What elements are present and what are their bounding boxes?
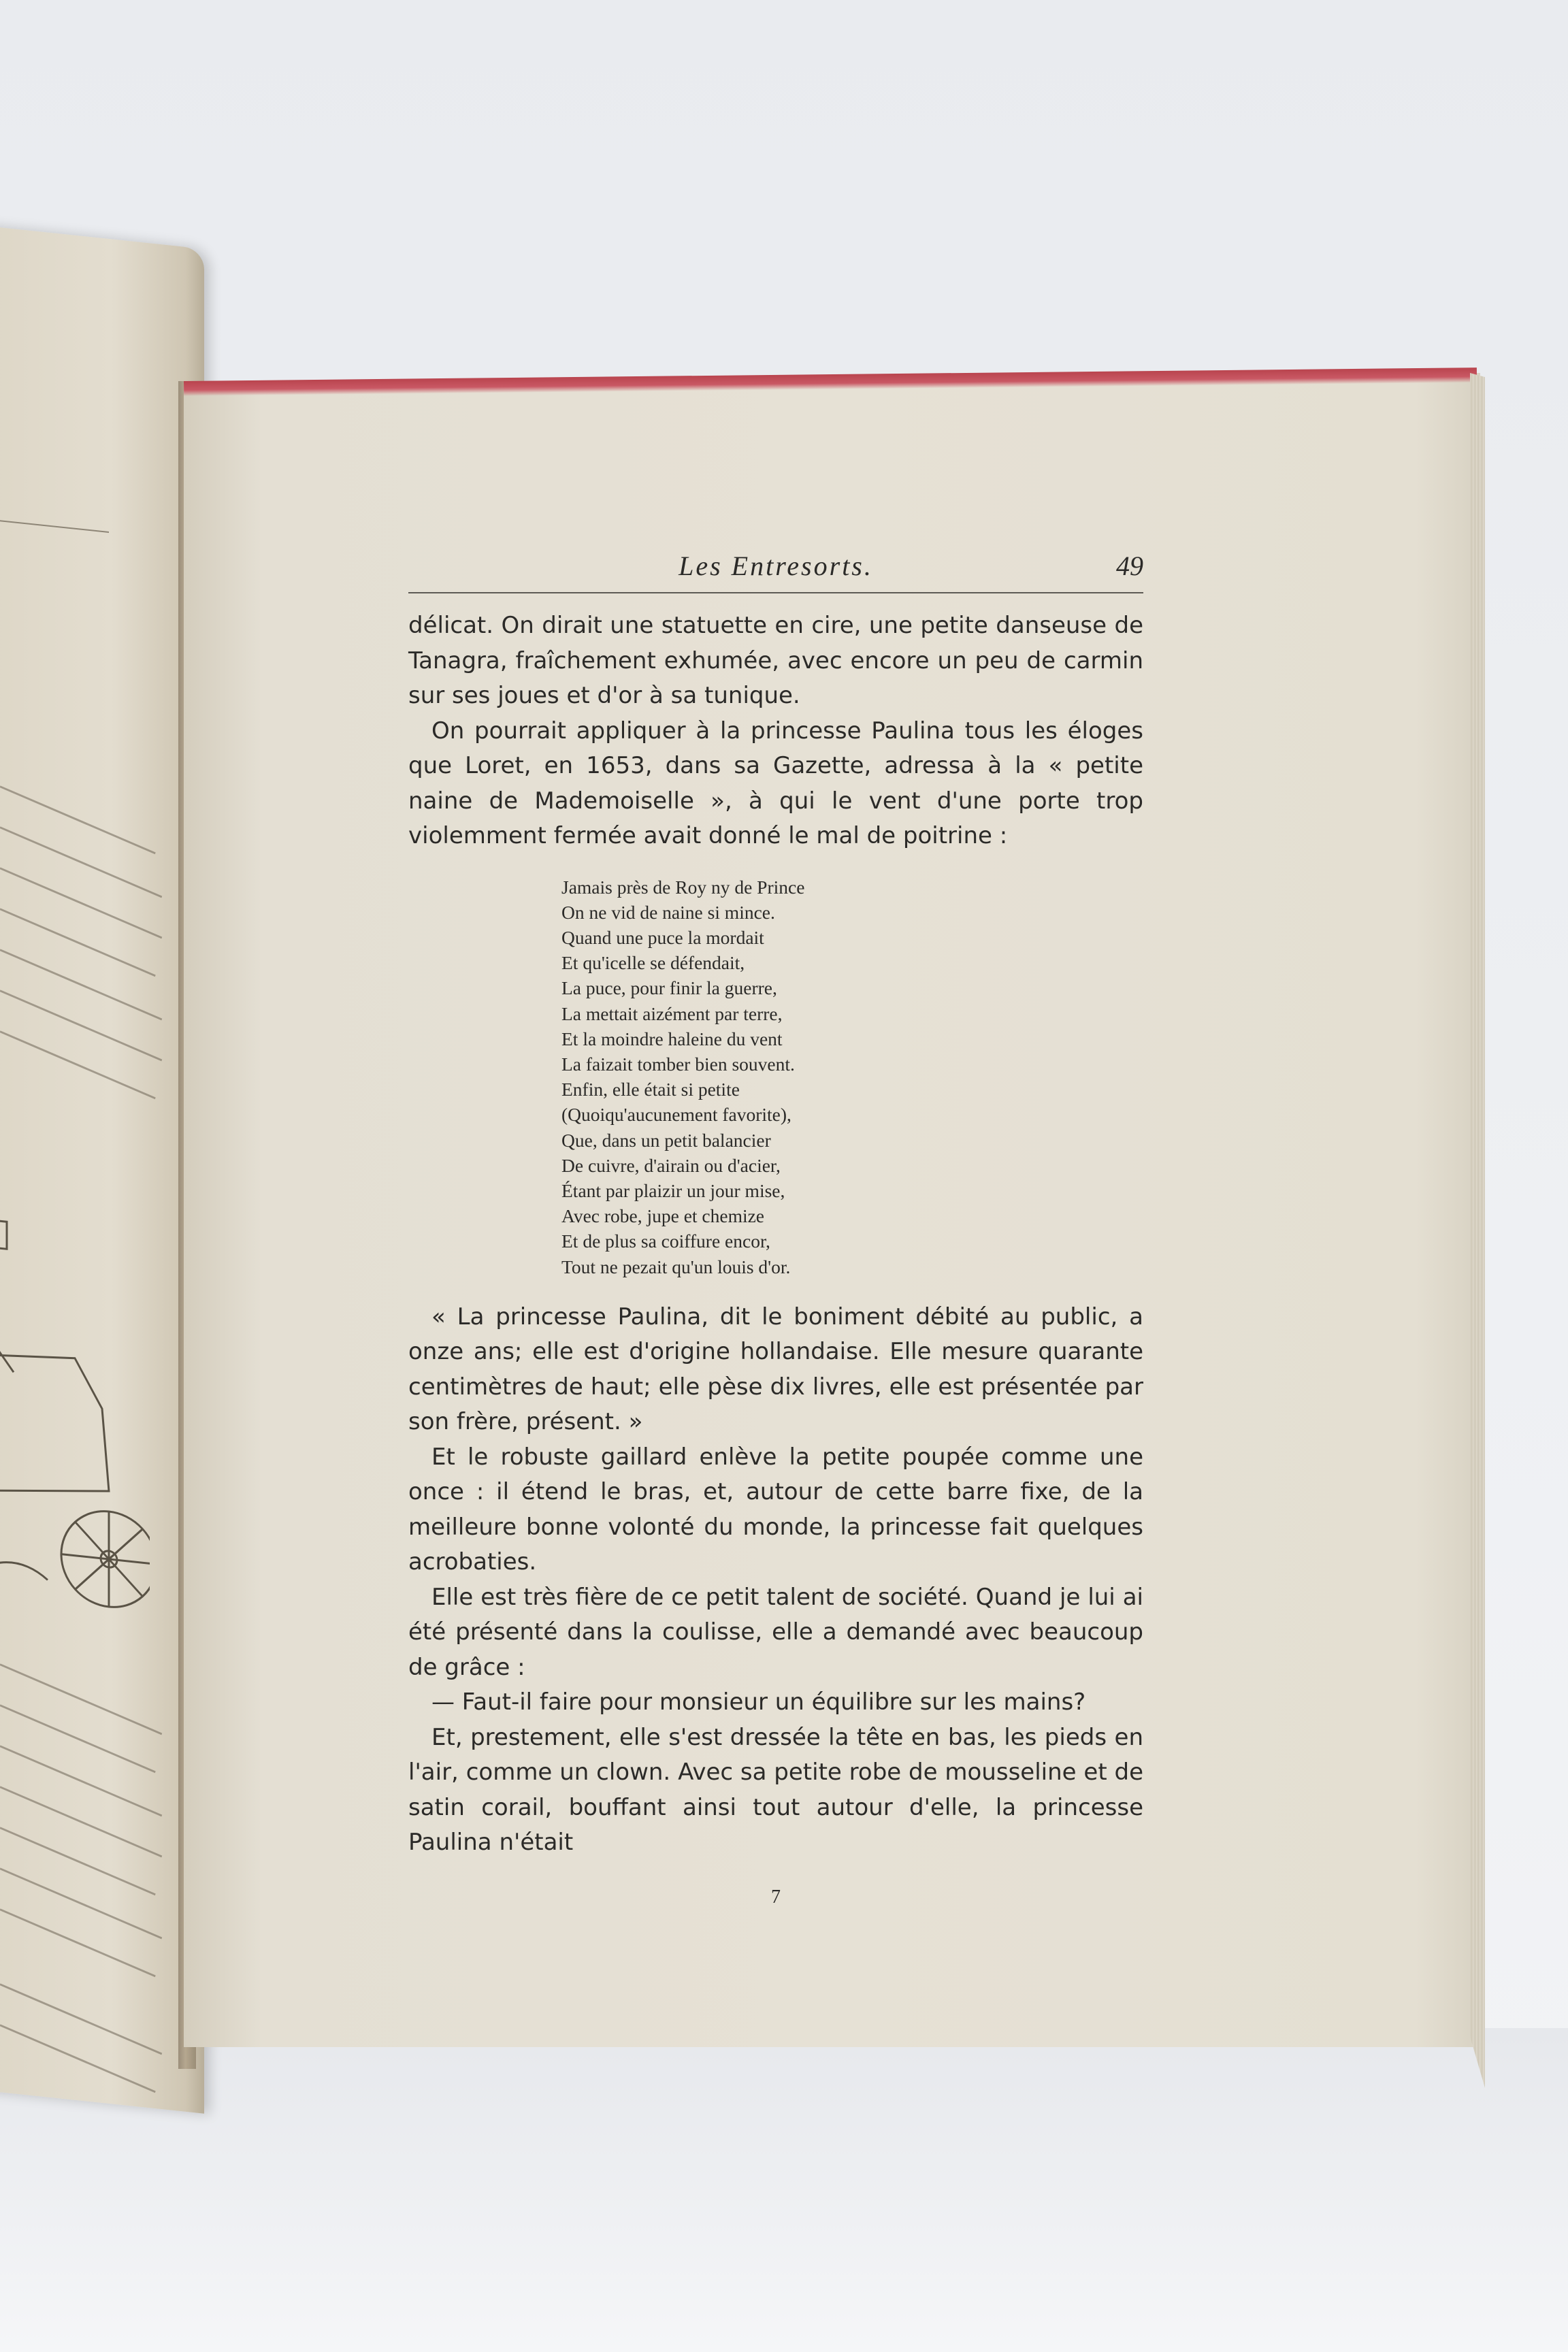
page-edges <box>1470 373 1485 2088</box>
poem-verse: Que, dans un petit balancier <box>561 1129 771 1151</box>
left-page-text-line <box>0 990 162 1061</box>
poem-verse: Quand une puce la mordait <box>561 926 764 948</box>
poem-verse: Et qu'icelle se défendait, <box>561 952 745 974</box>
table-surface <box>0 2028 1568 2352</box>
paragraph: — Faut-il faire pour monsieur un équilibre sur les mains? <box>431 1688 1086 1716</box>
page-number: 49 <box>1116 551 1143 581</box>
left-page-text-line <box>0 867 162 938</box>
paragraph: délicat. On dirait une statuette en cire, une petite danseuse de Tanagra, fraîchement exhumée, avec encore un peu de carmin sur ses joues et d'or à sa tunique. <box>408 612 1143 709</box>
page-content <box>408 538 1143 1908</box>
poem-verse: Et de plus sa coiffure encor, <box>561 1230 770 1252</box>
body-text-before-poem <box>408 608 1143 854</box>
body-text-after-poem <box>408 1300 1143 1861</box>
carriage-illustration-hat <box>0 1219 7 1249</box>
running-head <box>408 538 1143 593</box>
carriage-illustration-body <box>0 1348 109 1505</box>
left-page-text-line <box>0 1663 162 1735</box>
poem-verse: Enfin, elle était si petite <box>561 1079 740 1100</box>
paragraph: Et le robuste gaillard enlève la petite poupée comme une once : il étend le bras, et, autour de cette barre fixe, de la meilleure bonne volonté du monde, la princesse fait quelques acrobaties. <box>408 1443 1143 1576</box>
left-page-text-line <box>0 1827 156 1895</box>
poem-verse: Jamais près de Roy ny de Prince <box>561 876 805 898</box>
left-page <box>0 225 204 2114</box>
paragraph: Et, prestement, elle s'est dressée la tête en bas, les pieds en l'air, comme un clown. Avec sa petite robe de mousseline et de satin corail, bouffant ainsi tout autour d'elle, la princesse Paulina n'était <box>408 1723 1143 1857</box>
left-page-text-line <box>0 2024 156 2093</box>
carriage-illustration-ground <box>0 1558 48 1580</box>
left-page-text-line <box>0 1030 156 1099</box>
left-page-text-line <box>0 785 156 854</box>
poem <box>561 875 1143 1279</box>
poem-verse: Et la moindre haleine du vent <box>561 1028 783 1049</box>
poem-verse: La puce, pour finir la guerre, <box>561 977 777 999</box>
paragraph: On pourrait appliquer à la princesse Paulina tous les éloges que Loret, en 1653, dans sa Gazette, adressa à la « petite naine de Mademoiselle », à qui le vent d'une porte trop violemment fermée avait donné le mal de poitrine : <box>408 717 1143 849</box>
poem-verse: (Quoiqu'aucunement favorite), <box>561 1104 791 1126</box>
left-page-text-line <box>0 949 162 1020</box>
poem-verse: De cuivre, d'airain ou d'acier, <box>561 1154 781 1176</box>
left-page-text-line <box>0 1786 162 1857</box>
running-title: Les Entresorts. <box>679 551 873 581</box>
poem-verse: Tout ne pezait qu'un louis d'or. <box>561 1256 791 1277</box>
left-page-rule <box>0 517 109 533</box>
left-page-text-line <box>0 1704 156 1773</box>
poem-verse: Avec robe, jupe et chemize <box>561 1205 765 1227</box>
poem-verse: Étant par plaizir un jour mise, <box>561 1179 785 1201</box>
paragraph: « La princesse Paulina, dit le boniment débité au public, a onze ans; elle est d'origine hollandaise. Elle mesure quarante centimètres de haut; elle pèse dix livres, elle est présentée par son frère, présent. » <box>408 1303 1143 1436</box>
carriage-illustration <box>0 1191 150 1659</box>
left-page-text-line <box>0 1908 156 1977</box>
poem-verse: La mettait aizément par terre, <box>561 1002 783 1024</box>
paragraph: Elle est très fière de ce petit talent de société. Quand je lui ai été présenté dans la coulisse, elle a demandé avec beaucoup de grâce : <box>408 1583 1143 1681</box>
left-page-text-line <box>0 1983 162 2055</box>
left-page-text-line <box>0 1867 162 1939</box>
signature-mark: 7 <box>771 1886 781 1908</box>
left-page-text-line <box>0 826 162 898</box>
poem-verse: La faizait tomber bien souvent. <box>561 1053 795 1075</box>
poem-verse: On ne vid de naine si mince. <box>561 901 775 923</box>
left-page-text-line <box>0 908 156 977</box>
left-page-text-line <box>0 1745 162 1816</box>
